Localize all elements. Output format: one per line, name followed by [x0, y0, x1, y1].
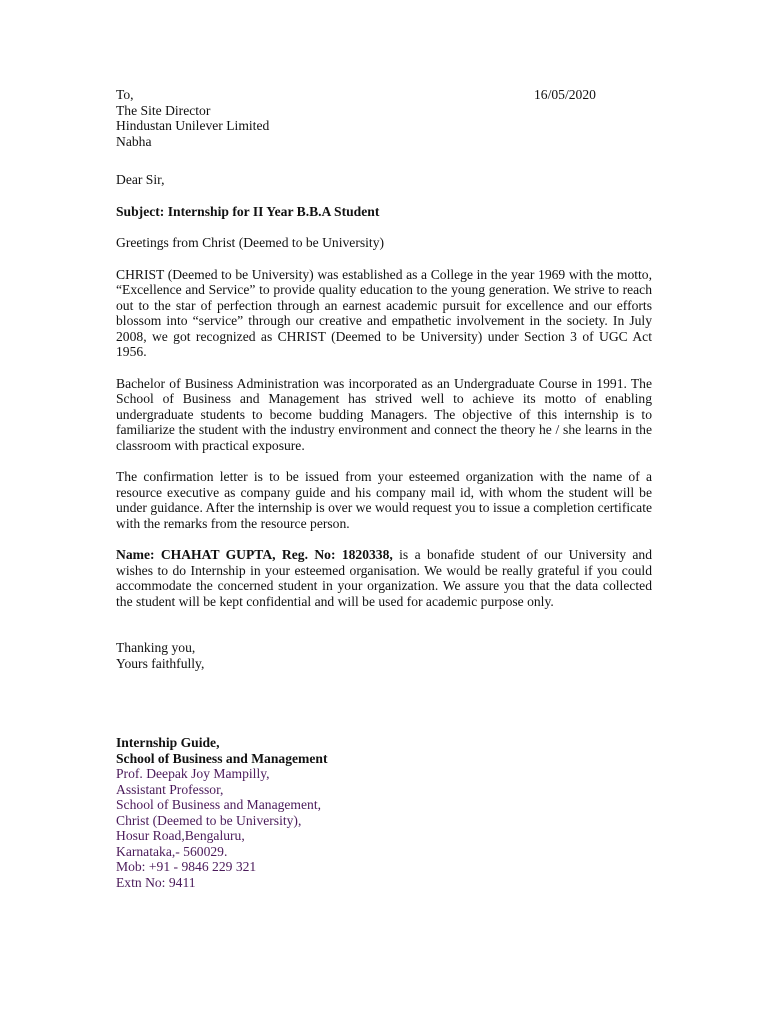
signature-mobile: Mob: +91 - 9846 229 321 [116, 859, 257, 874]
signature-extension: Extn No: 9411 [116, 874, 196, 890]
student-name-reg: Name: CHAHAT GUPTA, Reg. No: 1820338, [116, 547, 393, 562]
letter-header [116, 87, 652, 103]
signature-university: Christ (Deemed to be University), [116, 812, 302, 828]
signature-state: Karnataka,- 560029. [116, 843, 228, 859]
signature-role: Internship Guide, [116, 735, 220, 750]
letter-page [116, 87, 652, 890]
paragraph-student-details [116, 547, 652, 609]
paragraph-about-program: Bachelor of Business Administration was incorporated as an Undergraduate Course in 1991. The School of Business and Management has strived well to achieve its motto of enabling undergraduate students to become budding Managers. The objective of this internship is to familiarize the student with the industry environment and connect the theory he / she learns in the classroom with practical exposure. [116, 375, 652, 453]
recipient-title: The Site Director [116, 102, 211, 118]
closing-yours: Yours faithfully, [116, 655, 205, 671]
signature-school: School of Business and Management, [116, 797, 322, 812]
subject-line: Subject: Internship for II Year B.B.A Student [116, 203, 380, 219]
letter-date: 16/05/2020 [534, 87, 596, 102]
addressee-to: To, [116, 87, 134, 102]
signature-department: School of Business and Management [116, 750, 328, 766]
recipient-company: Hindustan Unilever Limited [116, 118, 270, 133]
signature-address: Hosur Road,Bengaluru, [116, 828, 245, 843]
closing-thanks: Thanking you, [116, 640, 196, 655]
salutation: Dear Sir, [116, 172, 165, 187]
recipient-city: Nabha [116, 133, 152, 149]
signature-name: Prof. Deepak Joy Mampilly, [116, 766, 270, 781]
paragraph-about-university: CHRIST (Deemed to be University) was established as a College in the year 1969 with the motto, “Excellence and Service” to provide quality education to the young generation. We strive to reach out to the star of perfection through an earnest academic pursuit for excellence and our efforts blossom into “service” through our creative and empathetic involvement in the society. In July 2008, we got recognized as CHRIST (Deemed to be University) under Section 3 of UGC Act 1956. [116, 266, 652, 359]
student-details-text: is a bonafide student of our University and wishes to do Internship in your esteemed organisation. We would be really grateful if you could accommodate the concerned student in your organization. We assure you that the data collected the student will be kept confidential and will be used for academic purpose only. [116, 547, 652, 609]
paragraph-confirmation-request: The confirmation letter is to be issued from your esteemed organization with the name of a resource executive as company guide and his company mail id, with whom the student will be under guidance. After the internship is over we would request you to issue a completion certificate with the remarks from the resource person. [116, 469, 652, 531]
signature-designation: Assistant Professor, [116, 781, 224, 797]
greeting-line: Greetings from Christ (Deemed to be University) [116, 235, 385, 250]
